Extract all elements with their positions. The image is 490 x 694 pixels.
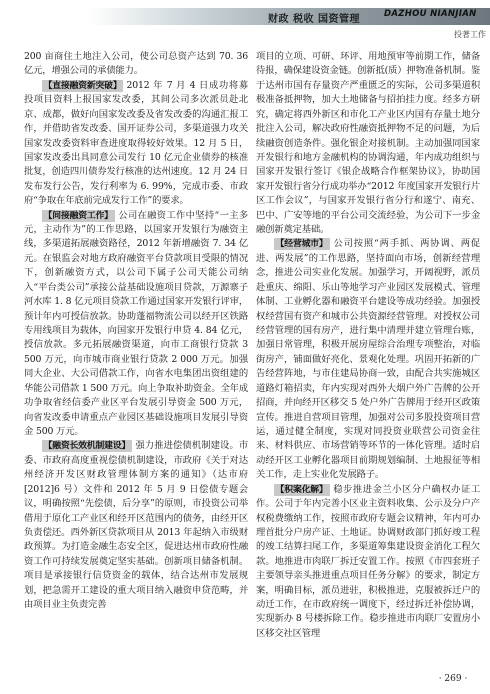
left-column: [24, 50, 248, 678]
section-subtitle: 投著工作: [454, 30, 486, 39]
section-heading: 【直接融资新突破】: [43, 80, 122, 91]
section-heading: 【间接融资工作】: [43, 210, 113, 221]
paragraph: 200 亩商住土地注入公司，使公司总资产达到 70. 36 亿元，增强公司的承债能力。: [24, 51, 248, 77]
right-column: [256, 50, 480, 678]
section-indirect-financing: [24, 209, 248, 440]
section-direct-financing: [24, 79, 248, 209]
yearbook-title-en: DAZHOU NIANJIAN: [384, 9, 477, 19]
section-body: 稳步推进金兰小区分户确权办证工作。公司于年内完善小区业主资料收集、公示及分户产权税费缴纳工作，按照市政府专题会议精神，年内可办理首批分户房产证、土地证。协调财政部门抓好竣工程的竣工结算扫尾工作，多渠道筹集建设资金消化工程欠款。地推进市肉联厂拆迁安置工作。按照《市四套班子主要领导亲头推进重点项目任务分解》的要求，制定方案，明确目标，派员进驻，积极推进，克服被拆迁户的动迁工作，在市政府统一调度下，经过拆迁补偿协调，实现新办 8 号楼拆除工作。稳步推进市肉联厂安置房小区移交社区管理: [256, 483, 480, 639]
section-body: 公司按照“两手抓、两协调、两促进、两发展”的工作思路，坚持面向市场，创新经营理念，推进公司实业化发展。加强学习，开阔视野，派员赴重庆、绵阳、乐山等地学习产业园区发展模式、管理体制、工业孵化器和融资平台建设等成功经验。加强授权经营国有资产和城市公共资源经营管理。对授权公司经营管理的国有房产，进行集中清理并建立管理台账，加强日常管理，积极开展房屋综合治理专项整治，对临街房产，铺面做好亮化、景观化处理。巩固开拓新的广告经营阵地，与市住建局协商一致，由配合共实施城区道路灯箱招卖，年内实现对西外大烟户外广告牌的公开招商，并向经开区移交 5 处户外广告牌用于经开区政策宣传。推进自营项目管理，加强对公司多股投资项目营运，通过健全制度，实现对同投资业联营公司资金往来、材料供应、市场营销等环节的一体化管理。适时启动经开区工业孵化器项目前期规划编制、土地报征等相关工作，走上实业化发展路子。: [256, 238, 480, 481]
section-city-operation: [256, 237, 480, 482]
paragraph: 项目的立项、可研、环评、用地预审等前期工作，储备待报，确保建设资金链。创新抵(质）押物准备机制。鉴于达州市国有存量资产严重匮乏的实际，公司多渠道积极准备抵押物，加大土地储备与招拍挂力度。经多方研究，确定将西外新区和市化工产业区内国有存量土地分批注入公司，解决政府性融资抵押物不足的问题，为后续融资创造条件。强化银企对接机制。主动加强同国家开发银行和地方金融机构的协调沟通，年内成功组织与国家开发银行签订《银企战略合作框架协议》，协助国家开发银行省分行成功举办“2012 年度国家开发银行片区工作会议”，与国家开发银行省分行和遂宁、南充、巴中、广安等地的平台公司交流经验，为公司下一步金融创新奠定基础。: [256, 51, 480, 236]
section-body: 强力推进偿债机制建设。市委、市政府高度重视偿债机制建设，市政府《关于对达州经济开发区财政管理体制方案的通知》（达市府[2012]6 号）文件和 2012 年 5 月 9 日偿债专题会议，明确按照“先偿债，后分享”的原则，市投资公司举借用于原化工产业区和经开区范围内的债务，由经开区负责偿还。西外新区贷款项目从 2013 年起纳入市级财政预算。为打造金融生态安全区，促进达州市政府性融资工作可持续发展奠定坚实基础。创新项目储备机制。项目是承接银行信贷资金的载体，结合达州市发展规划，把急需开工建设的重大项目纳入融资申贷范畴，并由项目业主负责完善: [24, 440, 248, 611]
section-body: 公司在融资工作中坚持“一主多元，主动作为”的工作思路，以国家开发银行为融资主线，多渠道拓展融资路径，2012 年新增融资 7. 34 亿元。在银监会对地方政府融资平台贷款项目受限的情况下，创新融资方式，以公司下属子公司天能公司纳入“平台类公司”承接公益基础设施项目贷款，万源寨子河水库 1. 8 亿元项目贷款工作通过国家开发银行评审，预计年内可授信放款。协助蓬福物流公司以经开区铁路专用线项目为载体，向国家开发银行申贷 4. 84 亿元，授信放款。多元拓展融资渠道，向市工商银行贷款 3 500 万元，向市城市商业银行贷款 2 000 万元。加强同大企业、大公司借款工作，向省水电集团出资组建的华能公司借款 1 500 万元。向上争取补助资金。全年成功争取省经信委产业区平台发展引导资金 500 万元，向省发改委申请重点产业园区基础设施项目发展引导资金 500 万元。: [24, 209, 248, 437]
section-heading: 【积案化解】: [275, 484, 328, 495]
section-title: 财政 税收 国资管理: [268, 14, 360, 25]
section-financing-mechanism: [24, 439, 248, 612]
section-backlog-resolution: [256, 483, 480, 642]
page-header: [0, 0, 490, 46]
section-heading: 【经营城市】: [275, 239, 328, 250]
section-heading: 【融资长效机制建设】: [43, 441, 131, 452]
page-number: · 269 ·: [438, 674, 468, 684]
section-body: 2012 年 7 月 4 日成功将募投项目资料上报国家发改委，其间公司多次派员赴北京、成都，做好向国家发改委及省发改委的沟通汇报工作，并借助省发改委、国开证券公司，多渠道强力攻关国家发改委资料审查进度取得较好效果。12 月 5 日，国家发改委出具同意公司发行 10 亿元企业债券的核准批复，创造四川债券发行核准的达州速度。12 月 24 日发布发行公告，发行利率为 6. 99%，完成市委、市政府“争取在年底前完成发行工作”的要求。: [24, 79, 248, 207]
